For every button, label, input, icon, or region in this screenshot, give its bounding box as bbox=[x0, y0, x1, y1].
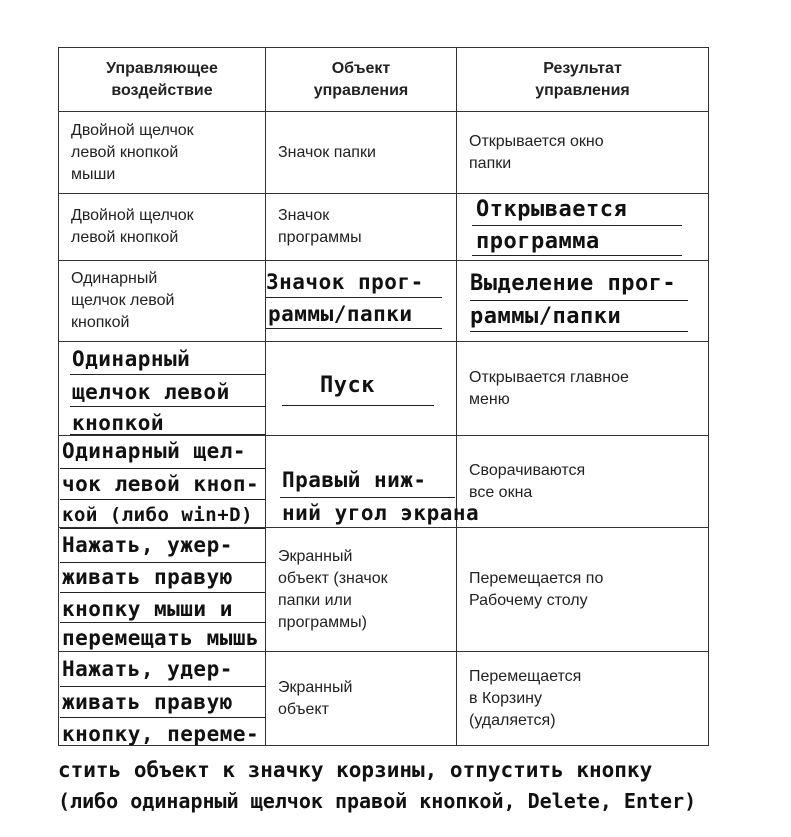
header-result: Результат управления bbox=[457, 48, 709, 112]
cell-result: Перемещается в Корзину (удаляется) bbox=[457, 652, 709, 746]
answer-text: кнопкой bbox=[72, 411, 165, 435]
answer-text: Выделение прог- bbox=[470, 271, 677, 296]
cell-object: Экранный объект bbox=[266, 652, 457, 746]
answer-text: Одинарный bbox=[72, 347, 191, 371]
answer-text: раммы/папки bbox=[268, 302, 413, 326]
cell-action: Двойной щелчок левой кнопкой bbox=[59, 194, 266, 261]
answer-line bbox=[266, 297, 442, 298]
continuation-line-1: стить объект к значку корзины, отпустить кнопку bbox=[58, 758, 653, 782]
answer-text: перемещать мышь bbox=[62, 626, 260, 650]
answer-line bbox=[70, 434, 265, 435]
answer-line bbox=[60, 562, 265, 563]
answer-line bbox=[60, 499, 265, 500]
cell-object: Значок папки bbox=[266, 112, 457, 194]
answer-line bbox=[470, 300, 688, 301]
answer-text: Нажать, удер- bbox=[62, 657, 233, 681]
header-action: Управляющее воздействие bbox=[59, 48, 266, 112]
cell-result: Открывается главное меню bbox=[457, 342, 709, 436]
answer-line bbox=[60, 717, 265, 718]
answer-text: чок левой кноп- bbox=[62, 472, 260, 496]
answer-text: кнопку, переме- bbox=[62, 722, 260, 746]
answer-text: Открывается bbox=[476, 197, 628, 222]
answer-text: живать правую bbox=[62, 565, 233, 589]
answer-text: раммы/папки bbox=[470, 304, 622, 329]
continuation-line-2: (либо одинарный щелчок правой кнопкой, Delete, Enter) bbox=[58, 789, 697, 813]
cell-action: Одинарный щелчок левой кнопкой bbox=[59, 261, 266, 342]
answer-line bbox=[60, 622, 265, 623]
cell-object: Экранный объект (значок папки или программы) bbox=[266, 528, 457, 652]
answer-text: Одинарный щел- bbox=[62, 439, 247, 463]
answer-line bbox=[472, 255, 682, 256]
cell-result: Открывается окно папки bbox=[457, 112, 709, 194]
header-row bbox=[59, 48, 709, 112]
answer-text: программа bbox=[476, 229, 600, 254]
answer-text: кнопку мыши и bbox=[62, 597, 233, 621]
answer-text: живать правую bbox=[62, 690, 233, 714]
answer-text: Значок прог- bbox=[266, 270, 424, 294]
cell-action: Двойной щелчок левой кнопкой мыши bbox=[59, 112, 266, 194]
cell-result: Перемещается по Рабочему столу bbox=[457, 528, 709, 652]
answer-line bbox=[472, 225, 682, 226]
answer-line bbox=[282, 405, 434, 406]
answer-line bbox=[60, 468, 265, 469]
answer-text: кой (либо win+D) bbox=[62, 504, 254, 526]
answer-text: Нажать, ужер- bbox=[62, 533, 233, 557]
answer-line bbox=[266, 328, 442, 329]
answer-line bbox=[70, 406, 265, 407]
table-row bbox=[59, 112, 709, 194]
answer-line bbox=[280, 497, 455, 498]
cell-object: Значок программы bbox=[266, 194, 457, 261]
answer-text: Пуск bbox=[320, 373, 375, 398]
answer-text: ний угол экрана bbox=[282, 501, 480, 525]
answer-line bbox=[60, 686, 265, 687]
cell-result: Сворачиваются все окна bbox=[457, 436, 709, 528]
answer-line bbox=[70, 374, 265, 375]
answer-line bbox=[470, 331, 688, 332]
answer-line bbox=[60, 528, 265, 529]
answer-text: Правый ниж- bbox=[282, 468, 427, 492]
answer-text: щелчок левой bbox=[72, 380, 230, 404]
answer-line bbox=[60, 592, 265, 593]
header-object: Объект управления bbox=[266, 48, 457, 112]
